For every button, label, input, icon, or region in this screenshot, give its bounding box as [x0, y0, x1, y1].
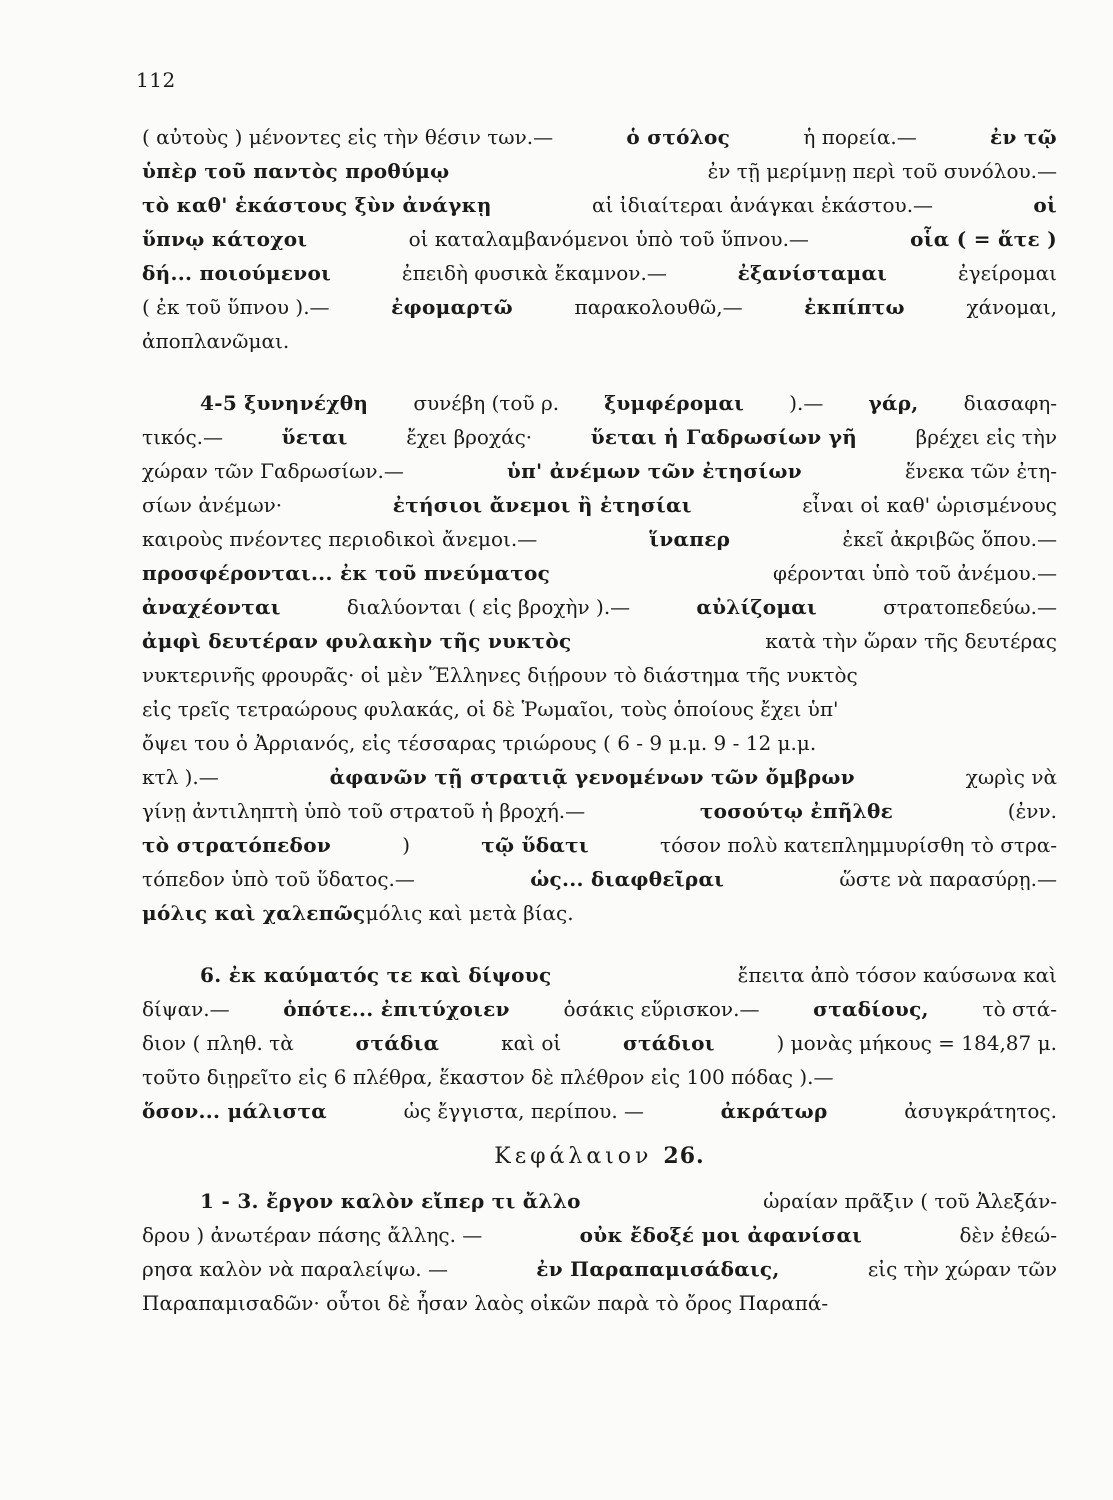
gloss-text: συνέβη (τοῦ ρ. — [413, 391, 560, 415]
gloss-text: ἔχει βροχάς· — [406, 425, 533, 449]
gloss-text: βρέχει εἰς τὴν — [915, 425, 1057, 449]
gloss-text: καιροὺς πνέοντες περιοδικοὶ ἄνεμοι.— — [142, 527, 538, 551]
headword: ἀναχέονται — [142, 595, 281, 619]
headword: μόλις καὶ χαλεπῶς — [142, 901, 366, 925]
gloss-text: σίων ἀνέμων· — [142, 493, 283, 517]
text-line — [142, 154, 1057, 188]
text-line — [142, 828, 1057, 862]
gloss-text: μόλις καὶ μετὰ βίας. — [365, 901, 574, 925]
chapter-word: Κεφάλαιον — [494, 1144, 653, 1169]
gloss-text: νυκτερινῆς φρουρᾶς· οἱ μὲν Ἕλληνες διῄρουν τὸ διάστημα τῆς νυκτὸς — [142, 663, 858, 687]
text-line — [142, 1184, 1057, 1218]
text-line — [142, 862, 1057, 896]
headword: ἀμφὶ δευτέραν φυλακὴν τῆς νυκτὸς — [142, 629, 572, 653]
body-text — [142, 120, 1057, 1320]
text-line — [142, 590, 1057, 624]
gloss-text: ἀσυγκράτητος. — [904, 1099, 1057, 1123]
headword: ὑπὲρ τοῦ παντὸς προθύμῳ — [142, 159, 450, 183]
headword: γάρ, — [868, 391, 919, 415]
headword: ὅσον... μάλιστα — [142, 1099, 327, 1123]
gloss-text: φέρονται ὑπὸ τοῦ ἀνέμου.— — [773, 561, 1057, 585]
chapter-heading — [142, 1134, 1057, 1178]
headword: ὡς... διαφθεῖραι — [530, 867, 725, 891]
text-line — [142, 624, 1057, 658]
gloss-text: εἰς τρεῖς τετραώρους φυλακάς, οἱ δὲ Ῥωμαῖοι, τοὺς ὁποίους ἔχει ὑπ' — [142, 697, 839, 721]
headword: τῷ ὕδατι — [481, 833, 589, 857]
gloss-text: χάνομαι, — [966, 295, 1057, 319]
page-number: 112 — [136, 68, 176, 92]
headword: οἱ — [1033, 193, 1057, 217]
gloss-text: δίψαν.— — [142, 997, 230, 1021]
gloss-text: ὡς ἔγγιστα, περίπου. — — [403, 1099, 645, 1123]
headword: ὕεται ἡ Γαδρωσίων γῆ — [590, 425, 858, 449]
headword: ἐφομαρτῶ — [391, 295, 513, 319]
text-line — [142, 420, 1057, 454]
gloss-text: καὶ οἱ — [501, 1031, 562, 1055]
gloss-text: τοῦτο διῃρεῖτο εἰς 6 πλέθρα, ἕκαστον δὲ πλέθρον εἰς 100 πόδας ).— — [142, 1065, 834, 1089]
headword: ἐξανίσταμαι — [737, 261, 888, 285]
headword: ἀφανῶν τῇ στρατιᾷ γενομένων τῶν ὄμβρων — [329, 765, 855, 789]
headword: προσφέρονται... ἐκ τοῦ πνεύματος — [142, 561, 551, 585]
gloss-text: ἐγείρομαι — [957, 261, 1057, 285]
headword: ὕεται — [281, 425, 348, 449]
text-line — [142, 1286, 1057, 1320]
gloss-text: ( αὐτοὺς ) μένοντες εἰς τὴν θέσιν των.— — [142, 125, 554, 149]
paragraph — [142, 1184, 1057, 1320]
headword: στάδιοι — [622, 1031, 715, 1055]
text-line — [142, 794, 1057, 828]
headword: σταδίους, — [813, 997, 929, 1021]
gloss-text: χώραν τῶν Γαδρωσίων.— — [142, 459, 404, 483]
gloss-text: ἕνεκα τῶν ἐτη- — [904, 459, 1057, 483]
text-line — [142, 290, 1057, 324]
gloss-text: ἐπειδὴ φυσικὰ ἔκαμνον.— — [401, 261, 667, 285]
headword: αὐλίζομαι — [696, 595, 817, 619]
gloss-text: ἔπειτα ἀπὸ τόσον καύσωνα καὶ — [737, 963, 1057, 987]
gloss-text: τόπεδον ὑπὸ τοῦ ὕδατος.— — [142, 867, 415, 891]
paragraph-gap — [142, 358, 1057, 386]
gloss-text: ἐκεῖ ἀκριβῶς ὅπου.— — [842, 527, 1057, 551]
text-line — [142, 1094, 1057, 1128]
headword: ἐτήσιοι ἄνεμοι ἢ ἐτησίαι — [392, 493, 692, 517]
text-line — [142, 760, 1057, 794]
headword: ὑπ' ἀνέμων τῶν ἐτησίων — [506, 459, 802, 483]
text-line — [142, 692, 1057, 726]
text-line — [142, 958, 1057, 992]
gloss-text: κτλ ).— — [142, 765, 219, 789]
chapter-number: 26. — [663, 1143, 705, 1169]
text-line — [142, 324, 1057, 358]
headword: 6. ἐκ καύματός τε καὶ δίψους — [200, 963, 552, 987]
gloss-text: ὥστε νὰ παρασύρῃ.— — [839, 867, 1057, 891]
gloss-text: ἡ πορεία.— — [803, 125, 917, 149]
gloss-text: (ἐνν. — [1007, 799, 1057, 823]
gloss-text: δὲν ἐθεώ- — [959, 1223, 1057, 1247]
gloss-text: κατὰ τὴν ὥραν τῆς δευτέρας — [765, 629, 1057, 653]
text-line — [142, 1060, 1057, 1094]
gloss-text: ) μονὰς μήκους = 184,87 μ. — [776, 1031, 1057, 1055]
headword: οἷα ( = ἅτε ) — [910, 227, 1057, 251]
gloss-text: ἐν τῇ μερίμνῃ περὶ τοῦ συνόλου.— — [707, 159, 1057, 183]
text-line — [142, 222, 1057, 256]
headword: ὁπότε... ἐπιτύχοιεν — [283, 997, 510, 1021]
headword: ἵναπερ — [649, 527, 731, 551]
text-line — [142, 488, 1057, 522]
headword: οὐκ ἔδοξέ μοι ἀφανίσαι — [579, 1223, 863, 1247]
text-line — [142, 658, 1057, 692]
headword: ἐν τῷ — [990, 125, 1057, 149]
gloss-text: γίνῃ ἀντιληπτὴ ὑπὸ τοῦ στρατοῦ ἡ βροχή.— — [142, 799, 586, 823]
gloss-text: ὁσάκις εὕρισκον.— — [563, 997, 760, 1021]
text-line — [142, 386, 1057, 420]
gloss-text: εἰς τὴν χώραν τῶν — [867, 1257, 1057, 1281]
gloss-text: διον ( πληθ. τὰ — [142, 1031, 294, 1055]
gloss-text: ρησα καλὸν νὰ παραλείψω. — — [142, 1257, 449, 1281]
text-line — [142, 992, 1057, 1026]
text-line — [142, 726, 1057, 760]
gloss-text: Παραπαμισαδῶν· οὗτοι δὲ ἦσαν λαὸς οἰκῶν παρὰ τὸ ὄρος Παραπά- — [142, 1291, 829, 1315]
text-line — [142, 522, 1057, 556]
gloss-text: ἀποπλανῶμαι. — [142, 329, 290, 353]
paragraph — [142, 958, 1057, 1128]
paragraph — [142, 386, 1057, 930]
text-line — [142, 896, 1057, 930]
gloss-text: εἶναι οἱ καθ' ὡρισμένους — [802, 493, 1057, 517]
gloss-text: τικός.— — [142, 425, 224, 449]
text-line — [142, 454, 1057, 488]
text-line — [142, 1218, 1057, 1252]
headword: 1 - 3. ἔργον καλὸν εἴπερ τι ἄλλο — [200, 1189, 581, 1213]
gloss-text: ( ἐκ τοῦ ὕπνου ).— — [142, 295, 330, 319]
headword: στάδια — [355, 1031, 440, 1055]
gloss-text: παρακολουθῶ,— — [574, 295, 743, 319]
headword: ἐκπίπτω — [804, 295, 905, 319]
gloss-text: αἱ ἰδιαίτεραι ἀνάγκαι ἑκάστου.— — [592, 193, 934, 217]
text-line — [142, 188, 1057, 222]
headword: τοσούτῳ ἐπῆλθε — [699, 799, 894, 823]
headword: δή... ποιούμενοι — [142, 261, 332, 285]
gloss-text: τὸ στά- — [982, 997, 1057, 1021]
headword: ἀκράτωρ — [720, 1099, 828, 1123]
gloss-text: δρου ) ἀνωτέραν πάσης ἄλλης. — — [142, 1223, 483, 1247]
paragraph-gap — [142, 930, 1057, 958]
gloss-text: χωρὶς νὰ — [965, 765, 1057, 789]
gloss-text: διαλύονται ( εἰς βροχὴν ).— — [346, 595, 631, 619]
text-line — [142, 556, 1057, 590]
gloss-text: ὡραίαν πρᾶξιν ( τοῦ Ἀλεξάν- — [763, 1189, 1057, 1213]
gloss-text: διασαφη- — [963, 391, 1057, 415]
headword: ὁ στόλος — [626, 125, 731, 149]
gloss-text: ).— — [789, 391, 824, 415]
headword: ὕπνῳ κάτοχοι — [142, 227, 308, 251]
headword: τὸ στρατόπεδον — [142, 833, 332, 857]
headword: ἐν Παραπαμισάδαις, — [536, 1257, 780, 1281]
text-line — [142, 256, 1057, 290]
headword: 4-5 ξυνηνέχθη — [200, 391, 369, 415]
headword: ξυμφέρομαι — [604, 391, 745, 415]
gloss-text: τόσον πολὺ κατεπλημμυρίσθη τὸ στρα- — [660, 833, 1057, 857]
text-line — [142, 1252, 1057, 1286]
gloss-text: οἱ καταλαμβανόμενοι ὑπὸ τοῦ ὕπνου.— — [408, 227, 809, 251]
text-line — [142, 1026, 1057, 1060]
gloss-text: ) — [402, 833, 411, 857]
gloss-text: ὄψει του ὁ Ἀρριανός, εἰς τέσσαρας τριώρους ( 6 - 9 μ.μ. 9 - 12 μ.μ. — [142, 731, 817, 755]
gloss-text: στρατοπεδεύω.— — [883, 595, 1057, 619]
text-line — [142, 120, 1057, 154]
paragraph — [142, 120, 1057, 358]
headword: τὸ καθ' ἑκάστους ξὺν ἀνάγκῃ — [142, 193, 492, 217]
